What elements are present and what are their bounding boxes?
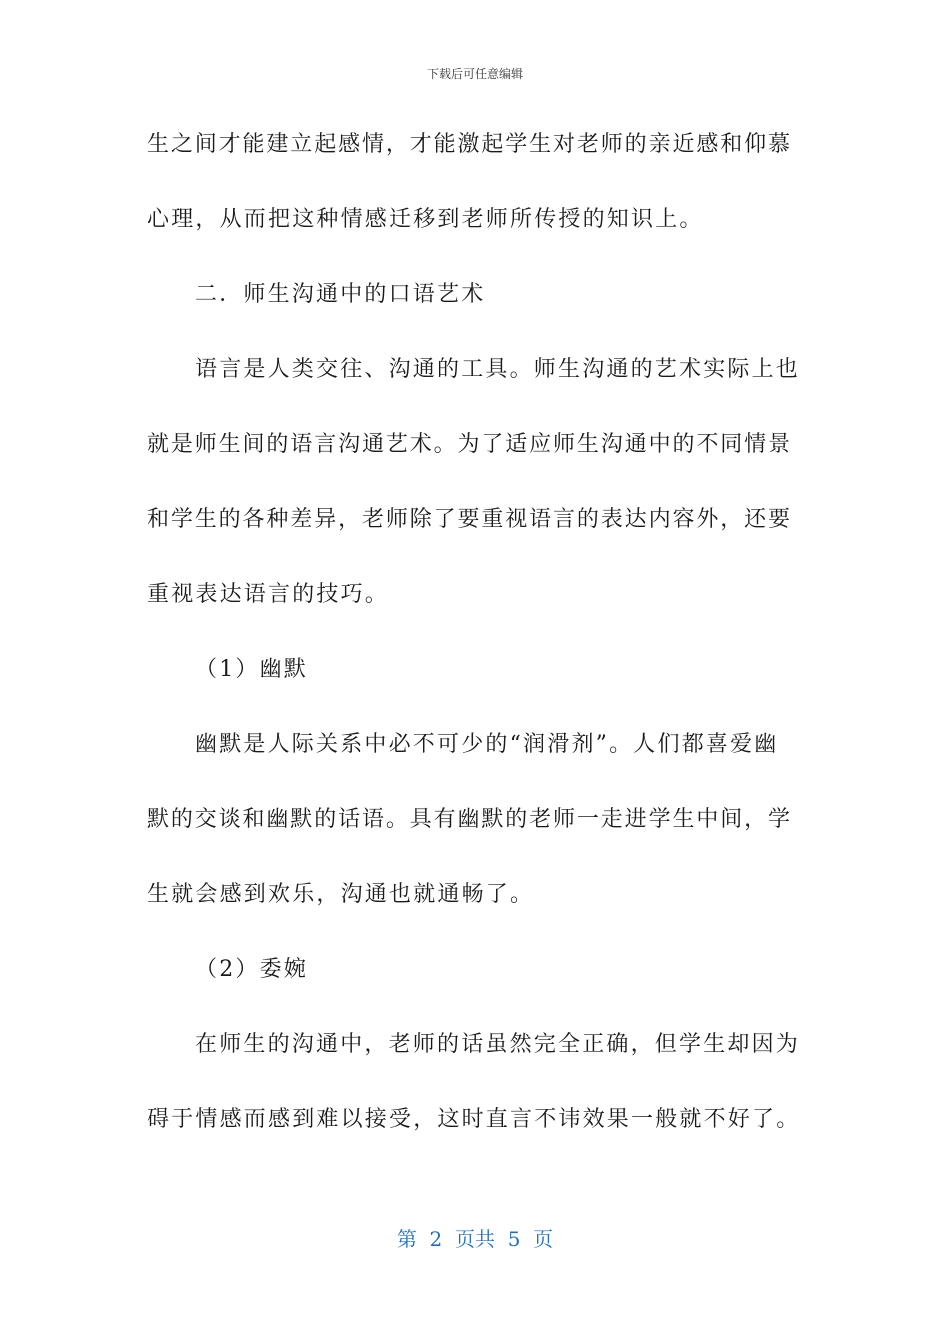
paragraph-line: 语言是人类交往、沟通的工具。师生沟通的艺术实际上也 (195, 357, 801, 382)
subsection-heading: （1）幽默 (195, 657, 308, 682)
paragraph-line: 就是师生间的语言沟通艺术。为了适应师生沟通中的不同情景 (147, 432, 790, 457)
paragraph-line: 默的交谈和幽默的话语。具有幽默的老师一走进学生中间，学 (147, 807, 790, 832)
paragraph-line: 幽默是人际关系中必不可少的“润滑剂”。人们都喜爱幽 (195, 732, 779, 757)
paragraph-line: 生之间才能建立起感情，才能激起学生对老师的亲近感和仰慕 (147, 132, 790, 157)
paragraph-line: 在师生的沟通中，老师的话虽然完全正确，但学生却因为 (195, 1032, 801, 1057)
page-header: 下载后可任意编辑 (426, 67, 523, 81)
paragraph-line: 碍于情感而感到难以接受，这时直言不讳效果一般就不好了。 (147, 1107, 801, 1132)
section-heading: 二．师生沟通中的口语艺术 (195, 282, 486, 307)
paragraph-line: 心理，从而把这种情感迁移到老师所传授的知识上。 (147, 207, 704, 232)
paragraph-line: 和学生的各种差异，老师除了要重视语言的表达内容外，还要 (147, 507, 790, 532)
paragraph-line: 重视表达语言的技巧。 (147, 582, 390, 607)
page-number-footer: 第 2 页共 5 页 (396, 1227, 554, 1251)
subsection-heading: （2）委婉 (195, 957, 308, 982)
paragraph-line: 生就会感到欢乐，沟通也就通畅了。 (147, 882, 535, 907)
